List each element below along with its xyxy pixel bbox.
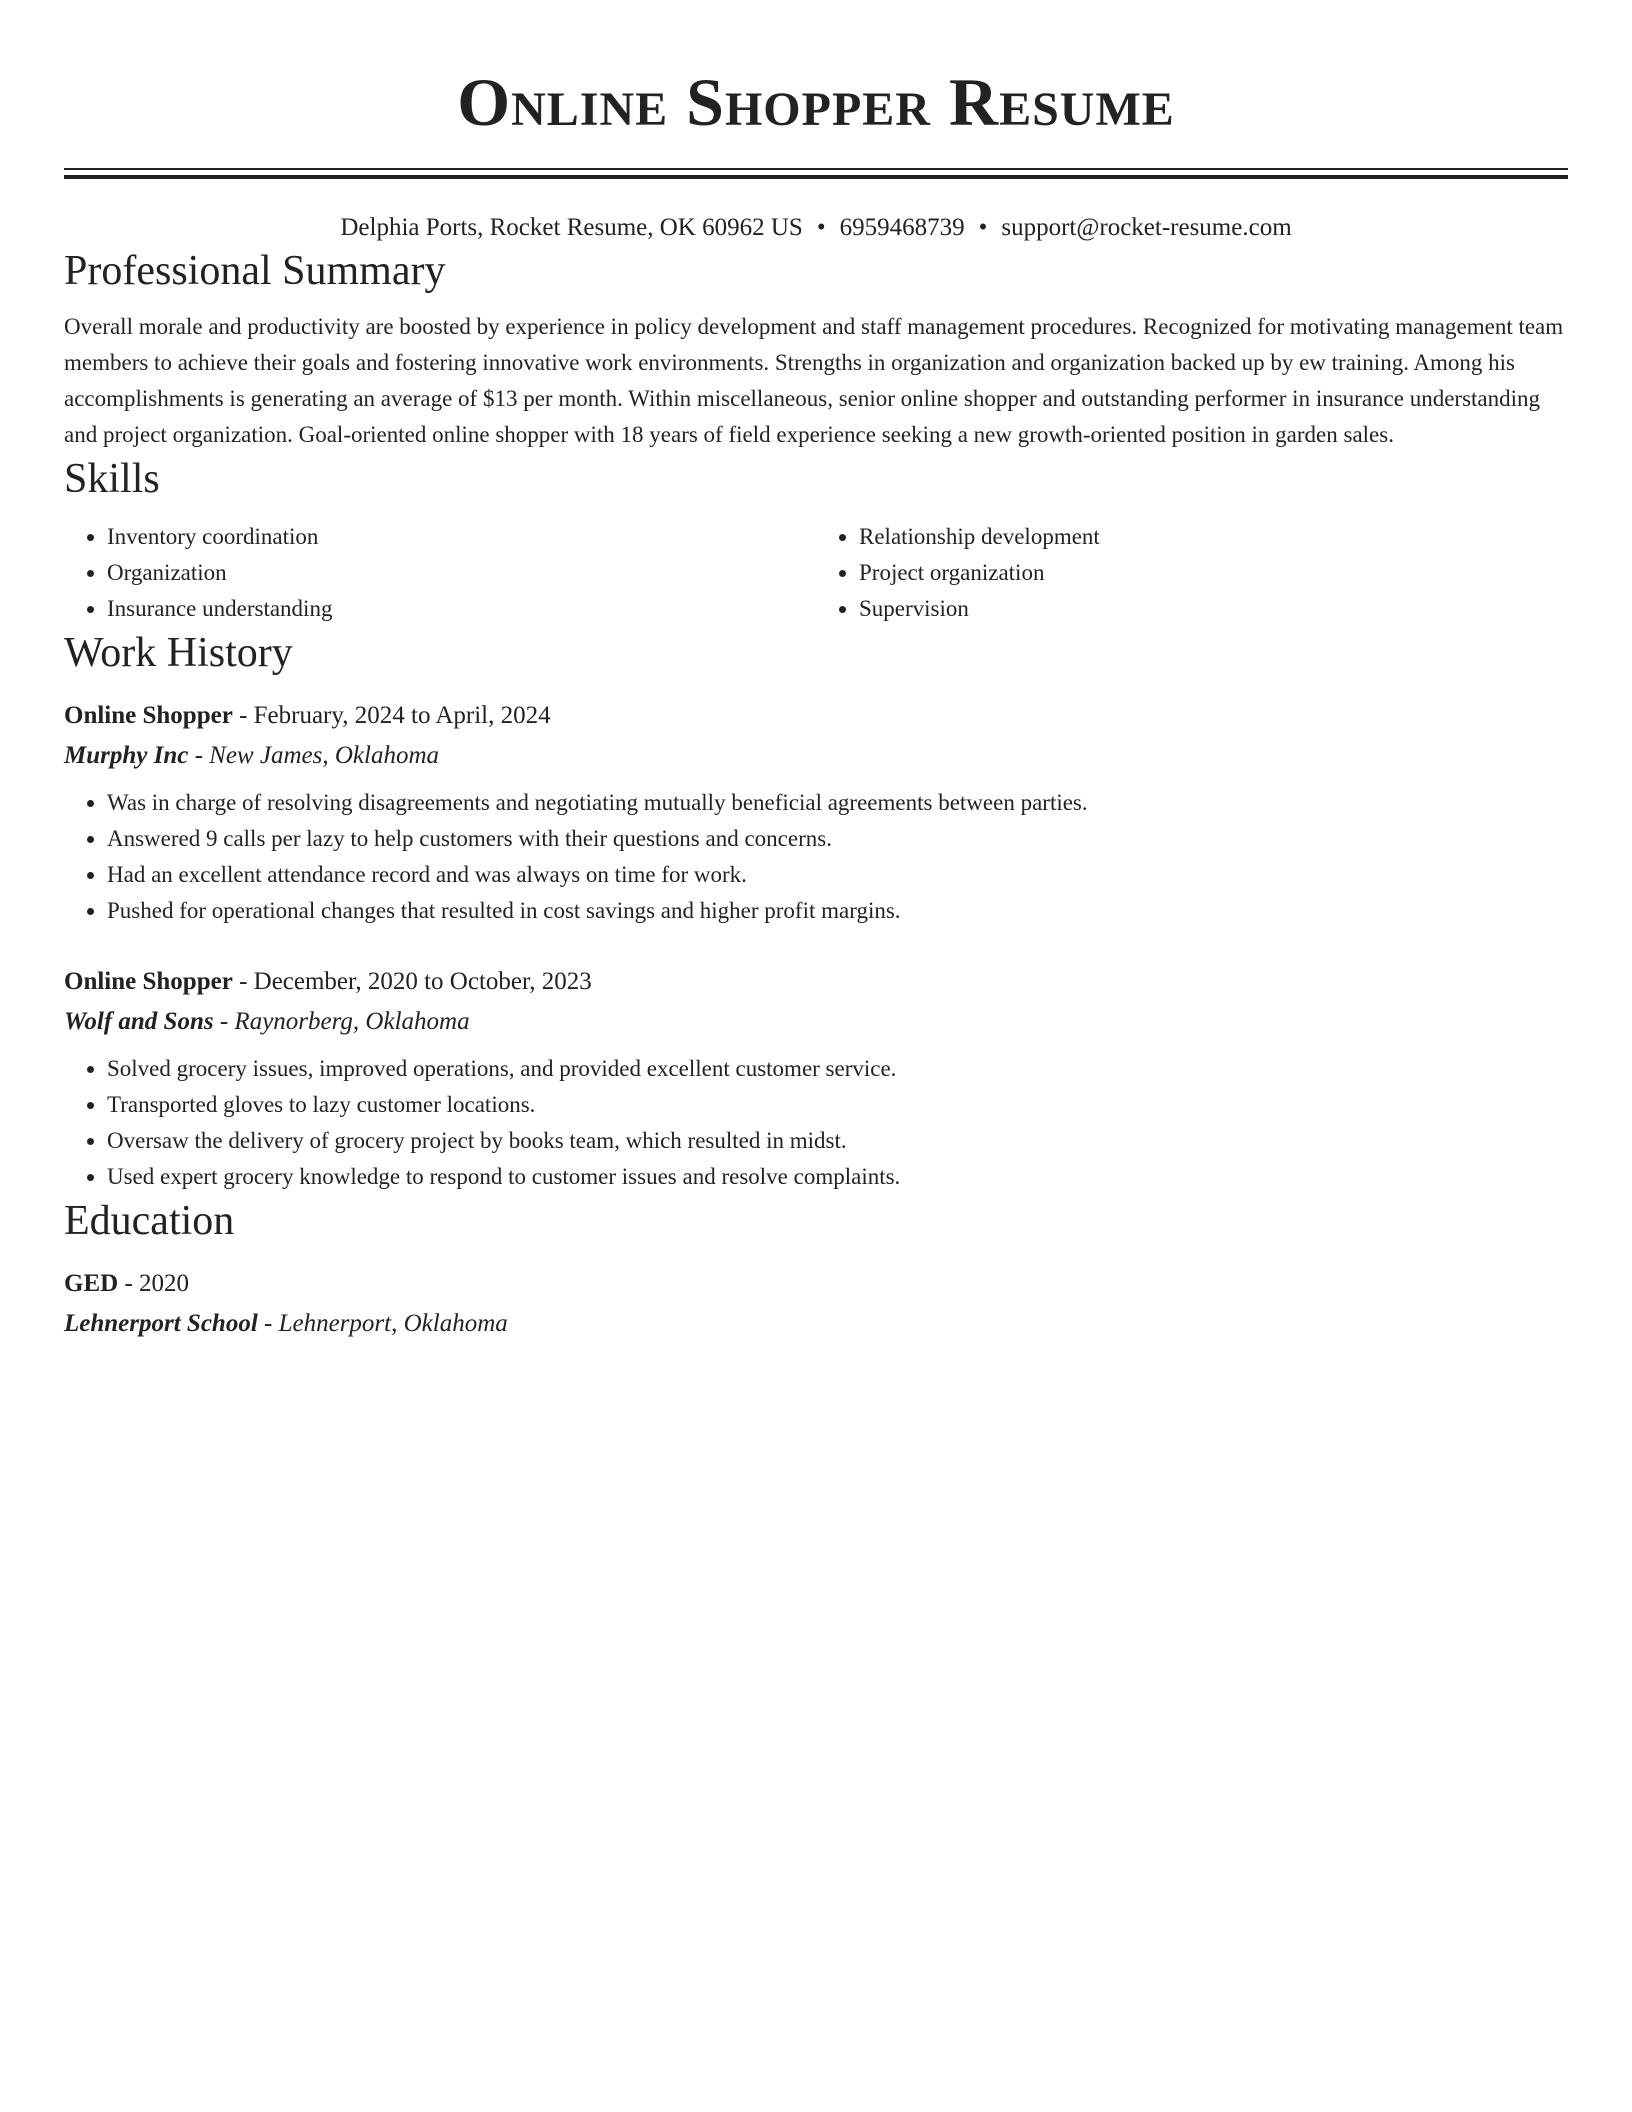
contact-phone: 6959468739: [839, 214, 965, 241]
degree-line: [64, 1265, 1568, 1303]
skill-item: • Insurance understanding: [107, 591, 816, 627]
job-entry: [64, 697, 1568, 929]
school-line: [64, 1305, 1568, 1343]
contact-line: [64, 211, 1568, 245]
summary-heading: Professional Summary: [64, 248, 446, 294]
job-title: Online Shopper: [64, 702, 233, 729]
education-entry: [64, 1265, 1568, 1343]
duty-item: • Was in charge of resolving disagreements and negotiating mutually beneficial agreements between parties.: [107, 785, 1568, 821]
duty-item: • Solved grocery issues, improved operations, and provided excellent customer service.: [107, 1051, 1568, 1087]
company-name: Murphy Inc: [64, 742, 189, 769]
job-title: Online Shopper: [64, 968, 233, 995]
company-location: Raynorberg, Oklahoma: [234, 1008, 470, 1035]
contact-email: support@rocket-resume.com: [1001, 214, 1292, 241]
skill-item: • Supervision: [859, 591, 1568, 627]
work-history-heading: Work History: [64, 630, 293, 676]
skills-column-left: [64, 519, 816, 627]
skills-heading: Skills: [64, 456, 160, 502]
duty-item: • Answered 9 calls per lazy to help customers with their questions and concerns.: [107, 821, 1568, 857]
dash: -: [264, 1310, 273, 1337]
title-divider-thick: [64, 175, 1568, 179]
degree: GED: [64, 1270, 119, 1297]
dash: -: [239, 968, 248, 995]
contact-separator: •: [816, 214, 826, 241]
job-dates: February, 2024 to April, 2024: [253, 702, 551, 729]
contact-separator: •: [978, 214, 988, 241]
company-line: [64, 737, 1568, 775]
summary-text: Overall morale and productivity are boosted by experience in policy development and staff management procedures. Recognized for motivating management team members to achieve their goals and fostering innovative work environments. Strengths in organization and organization backed up by ew training. Among his accomplishments is generating an average of $13 per month. Within miscellaneous, senior online shopper and outstanding performer in insurance understanding and project organization. Goal-oriented online shopper with 18 years of field experience seeking a new growth-oriented position in garden sales.: [64, 314, 1564, 447]
resume-title: Online Shopper Resume: [457, 64, 1175, 140]
duty-item: • Transported gloves to lazy customer locations.: [107, 1087, 1568, 1123]
skill-item: • Relationship development: [859, 519, 1568, 555]
job-entry: [64, 963, 1568, 1195]
job-title-line: [64, 697, 1568, 735]
company-line: [64, 1003, 1568, 1041]
duty-item: • Used expert grocery knowledge to respond to customer issues and resolve complaints.: [107, 1159, 1568, 1195]
job-duties: [64, 1051, 1568, 1195]
company-name: Wolf and Sons: [64, 1008, 214, 1035]
dash: -: [239, 702, 248, 729]
job-title-line: [64, 963, 1568, 1001]
duty-item: • Pushed for operational changes that resulted in cost savings and higher profit margins.: [107, 893, 1568, 929]
title-divider-thin: [64, 168, 1568, 170]
school-name: Lehnerport School: [64, 1310, 258, 1337]
education-heading: Education: [64, 1198, 235, 1244]
job-duties: [64, 785, 1568, 929]
duty-item: • Oversaw the delivery of grocery project by books team, which resulted in midst.: [107, 1123, 1568, 1159]
graduation-year: 2020: [139, 1270, 190, 1297]
dash: -: [194, 742, 203, 769]
dash: -: [219, 1008, 229, 1035]
skill-item: • Organization: [107, 555, 816, 591]
school-location: Lehnerport, Oklahoma: [278, 1310, 508, 1337]
contact-address: Delphia Ports, Rocket Resume, OK 60962 US: [340, 214, 803, 241]
skill-item: • Project organization: [859, 555, 1568, 591]
skills-list: [64, 519, 1568, 627]
company-location: New James, Oklahoma: [209, 742, 439, 769]
skills-column-right: [816, 519, 1568, 627]
skill-item: • Inventory coordination: [107, 519, 816, 555]
dash: -: [124, 1270, 133, 1297]
job-dates: December, 2020 to October, 2023: [253, 968, 592, 995]
duty-item: • Had an excellent attendance record and was always on time for work.: [107, 857, 1568, 893]
